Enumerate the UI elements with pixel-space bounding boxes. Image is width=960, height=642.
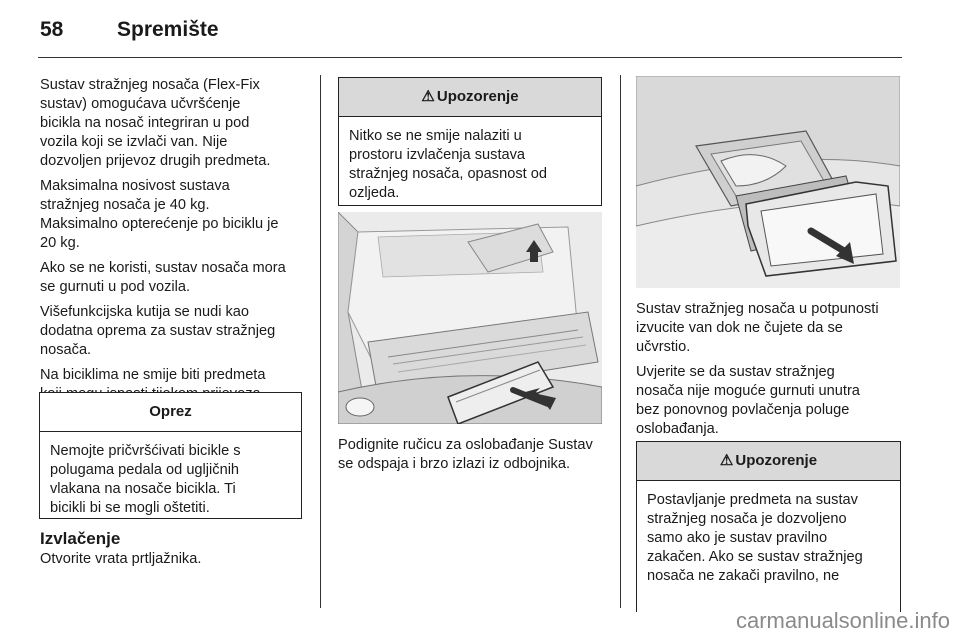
- column-1-text: [40, 76, 310, 410]
- paragraph: Ako se ne koristi, sustav nosača mora se gurnuti u pod vozila.: [40, 260, 286, 295]
- paragraph: Na biciklima ne smije biti predmeta: [40, 367, 266, 383]
- section-heading: Izvlačenje: [40, 529, 121, 548]
- paragraph: Sustav stražnjeg nosača u potpunosti izvucite van dok ne čujete da se učvrstio.: [636, 301, 879, 355]
- column-divider-2: [620, 75, 621, 608]
- paragraph: Sustav stražnjeg nosača (Flex-Fix sustav) omogućava učvršćenje bicikla na nosač integriran u pod vozila koji se izvlači van. Nije dozvoljen prijevoz drugih predmeta.: [40, 77, 271, 169]
- paragraph: Uvjerite se da sustav stražnjeg nosača nije moguće gurnuti unutra bez ponovnog povlačenja poluge oslobađanja.: [636, 364, 860, 437]
- warning-box-1: [338, 77, 602, 206]
- warning-icon: ⚠: [421, 88, 435, 105]
- caution-box-title: Oprez: [40, 393, 301, 432]
- warning-box-1-title: [339, 78, 601, 117]
- warning-icon: ⚠: [719, 452, 734, 469]
- illustration-caption: Podignite ručicu za oslobađanje Sustav se odspaja i brzo izlazi iz odbojnika.: [338, 437, 593, 472]
- watermark: carmanualsonline.info: [735, 608, 950, 633]
- column-3-text: [636, 300, 911, 445]
- page-number: 58: [40, 18, 64, 41]
- illustration-cargo-release-handle: [338, 212, 602, 424]
- header-divider: [38, 57, 902, 58]
- caution-box-text: Nemojte pričvršćivati bicikle s polugama pedala od ugljičnih vlakana na nosače bicikla. Ti bicikli bi se mogli oštetiti.: [50, 443, 241, 516]
- paragraph: Višefunkcijska kutija se nudi kao dodatna oprema za sustav stražnjeg nosača.: [40, 304, 276, 358]
- page-title: Spremište: [117, 18, 219, 41]
- warning-box-2-title: [637, 442, 900, 481]
- section-text: Otvorite vrata prtljažnika.: [40, 551, 202, 567]
- caution-box: [39, 392, 302, 519]
- warning-box-2-title-text: Upozorenje: [735, 452, 818, 469]
- warning-box-2: [636, 441, 901, 612]
- warning-box-2-text: Postavljanje predmeta na sustav stražnjeg nosača je dozvoljeno samo ako je sustav pravilno zakačen. Ako se sustav stražnjeg nosača ne zakači pravilno, ne: [647, 492, 863, 584]
- paragraph: Maksimalna nosivost sustava stražnjeg nosača je 40 kg. Maksimalno opterećenje po biciklu je 20 kg.: [40, 178, 279, 251]
- column-divider-1: [320, 75, 321, 608]
- warning-box-1-text: Nitko se ne smije nalaziti u prostoru izvlačenja sustava stražnjeg nosača, opasnost od ozljeda.: [349, 128, 547, 201]
- illustration-pull-out-carrier: [636, 76, 900, 288]
- warning-box-1-title-text: Upozorenje: [436, 88, 519, 105]
